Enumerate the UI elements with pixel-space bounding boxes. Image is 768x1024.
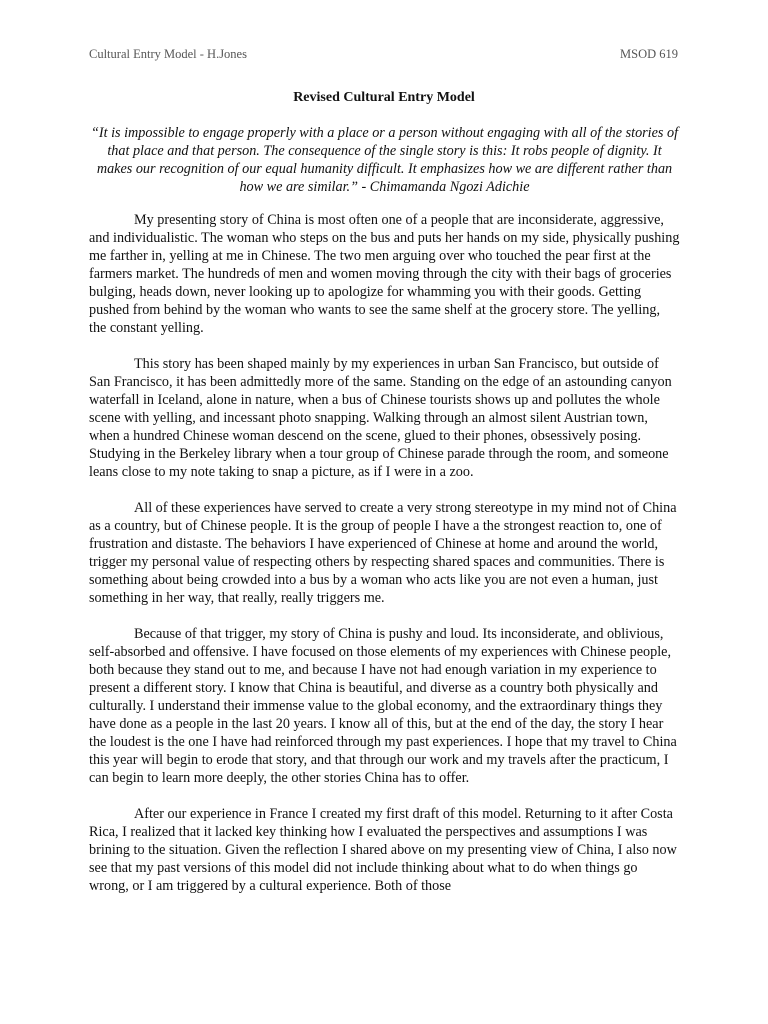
epigraph-quote: “It is impossible to engage properly with a place or a person without engaging with all of the stories of that place and that person. The consequence of the single story is this: It robs people of dignity. It makes our recognition of our equal humanity difficult. It emphasizes how we are different rather than how we are similar.” - Chimamanda Ngozi Adichie <box>90 125 679 195</box>
document-body <box>89 211 680 913</box>
running-header-author: Cultural Entry Model - H.Jones <box>89 47 247 61</box>
paragraph: My presenting story of China is most often one of a people that are inconsiderate, aggressive, and individualistic. The woman who steps on the bus and puts her hands on my side, physically pushing me farther in, yelling at me in Chinese. The two men arguing over who touched the pear first at the farmers market. The hundreds of men and women moving through the city with their bags of groceries bulging, heads down, never looking up to apologize for whamming you with their goods. Getting pushed from behind by the woman who wants to see the same shelf at the grocery store. The yelling, the constant yelling. <box>89 212 680 336</box>
paragraph: After our experience in France I created my first draft of this model. Returning to it after Costa Rica, I realized that it lacked key thinking how I evaluated the perspectives and assumptions I was brining to the situation. Given the reflection I shared above on my presenting view of China, I also now see that my past versions of this model did not include thinking about what to do when things go wrong, or I am triggered by a cultural experience. Both of those <box>89 806 677 894</box>
document-title: Revised Cultural Entry Model <box>293 90 475 105</box>
paragraph: This story has been shaped mainly by my experiences in urban San Francisco, but outside of San Francisco, it has been admittedly more of the same. Standing on the edge of an astounding canyon waterfall in Iceland, alone in nature, when a bus of Chinese tourists shows up and pollutes the whole scene with yelling, and incessant photo snapping. Walking through an almost silent Austrian town, when a hundred Chinese woman descend on the scene, glued to their phones, obsessively posing. Studying in the Berkeley library when a tour group of Chinese parade through the room, and someone leans close to my note taking to snap a picture, as if I were in a zoo. <box>89 356 672 480</box>
paragraph: Because of that trigger, my story of China is pushy and loud. Its inconsiderate, and oblivious, self-absorbed and offensive. I have focused on those elements of my experiences with Chinese people, both because they stand out to me, and because I have not had enough variation in my experience to present a different story. I know that China is beautiful, and diverse as a country both physically and culturally. I understand their immense value to the global economy, and the extraordinary things they have done as a people in the last 20 years. I know all of this, but at the end of the day, the story I hear the loudest is the one I have had reinforced through my past experiences. I hope that my travel to China this year will begin to erode that story, and that through our work and my travels after the practicum, I can begin to learn more deeply, the other stories China has to offer. <box>89 626 677 786</box>
paragraph: All of these experiences have served to create a very strong stereotype in my mind not of China as a country, but of Chinese people. It is the group of people I have a the strongest reaction to, one of frustration and distaste. The behaviors I have experienced of Chinese at home and around the world, trigger my personal value of respecting others by respecting shared spaces and communities. There is something about being crowded into a bus by a woman who acts like you are not even a human, just something in her way, that really, really triggers me. <box>89 500 677 606</box>
running-header-course: MSOD 619 <box>620 47 678 61</box>
